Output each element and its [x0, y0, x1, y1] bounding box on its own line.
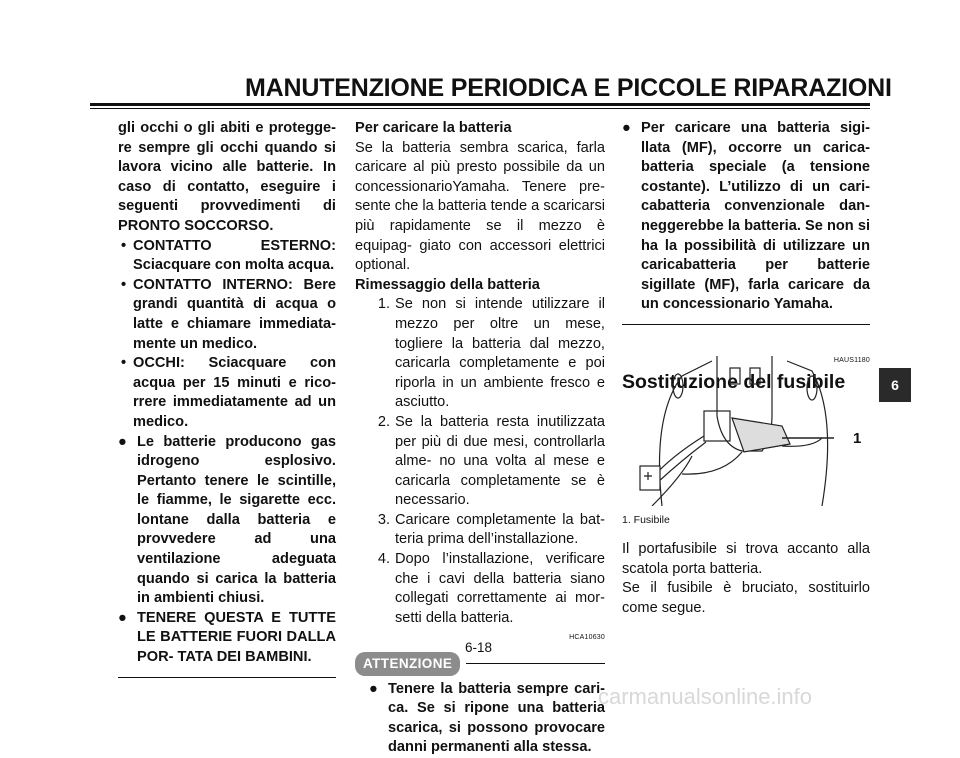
first-aid-item: • OCCHI: Sciacquare con acqua per 15 minuti e rico- rrere immediatamente ad un medico. [118, 354, 336, 432]
fuse-illustration [622, 356, 870, 506]
dot-icon: • [121, 276, 127, 293]
warning-intro: gli occhi o gli abiti e protegge- re sempre gli occhi quando si lavora vicino alle batterie. In caso di contatto, eseguire i seguenti provvedimenti di PRONTO SOCCORSO. [118, 120, 336, 234]
step-item: 2. Se la batteria resta inutilizzata per più di due mesi, controllarla alme- no una volta al mese e caricarla completamente se è necessario. [377, 413, 605, 509]
bullet-icon: ● [118, 433, 127, 450]
callout-label: 1 [853, 430, 862, 447]
section-title: Sostituzione del fusibile [622, 370, 846, 393]
reference-code: HCA10630 [569, 634, 605, 642]
column-3 [622, 119, 870, 392]
dot-icon: • [121, 237, 127, 254]
page-number: 6-18 [465, 640, 493, 655]
page-header-title: MANUTENZIONE PERIODICA E PICCOLE RIPARAZIONI [245, 74, 892, 102]
watermark: carmanualsonline.info [598, 684, 813, 709]
bullet-icon: ● [118, 609, 127, 626]
step-item: 4. Dopo l’installazione, verificare che i cavi della batteria siano collegati correttamente ai mor- setti della batteria. [377, 551, 605, 626]
paragraph-charge: Se la batteria sembra scarica, farla caricare al più presto possibile da un concessionarioYamaha. Tenere pre- sente che la batteria tende a scaricarsi più rapidamente se il mezzo è equipag- giato con accessori elettrici optional. [355, 139, 605, 274]
attention-banner [355, 652, 605, 676]
reference-code: HAUS1180 [833, 356, 870, 364]
header-rule-thin [90, 108, 870, 109]
step-item: 1. Se non si intende utilizzare il mezzo per oltre un mese, togliere la batteria dal mezzo, caricarla completamente e poi riporla in un ambiente fresco e asciutto. [377, 296, 605, 411]
diagram-caption: 1. Fusibile [622, 514, 670, 526]
heading-storage: Rimessaggio della batteria [355, 276, 540, 293]
fuse-text [622, 540, 870, 618]
attention-bullet: ● Tenere la batteria sempre cari- ca. Se si ripone una batteria scarica, si possono provocare danni permanenti alla stessa. [369, 680, 605, 758]
paragraph-fuse-location: Il portafusibile si trova accanto alla scatola porta batteria. [622, 541, 870, 577]
bullet-icon: ● [622, 120, 631, 136]
paragraph-fuse-replace: Se il fusibile è bruciato, sostituirlo come segue. [622, 580, 870, 616]
fuse-diagram [622, 356, 870, 506]
header-rule [90, 103, 870, 106]
dot-icon: • [121, 355, 127, 372]
bullet-end-rule [622, 324, 870, 325]
first-aid-item: • CONTATTO INTERNO: Bere grandi quantità di acqua o latte e chiamare immediata- mente un medico. [118, 276, 336, 354]
warning-bullet: ● TENERE QUESTA E TUTTE LE BATTERIE FUORI DALLA POR- TATA DEI BAMBINI. [118, 609, 336, 668]
heading-charge-battery: Per caricare la batteria [355, 120, 512, 136]
bullet-icon: ● [369, 680, 378, 697]
first-aid-item: • CONTATTO ESTERNO: Sciacquare con molta acqua. [118, 237, 336, 276]
chapter-tab: 6 [879, 368, 911, 402]
attention-rule [466, 663, 605, 664]
warning-bullet: ● Le batterie producono gas idrogeno esplosivo. Pertanto tenere le scintille, le fiamme, le sigarette ecc. lontane dalla batteria e provvedere ad una ventilazione adeguata quando si carica la batteria in ambienti chiusi. [118, 433, 336, 609]
charger-bullet: ● Per caricare una batteria sigi- llata (MF), occorre un carica- batteria speciale (a tensione costante). L’utilizzo di un cari- cabatteria convenzionale dan- neggerebbe la batteria. Se non si ha la possibilità di utilizzare un caricabatteria per batterie sigillate (MF), farla caricare da un concessionario Yamaha. [622, 119, 870, 315]
attention-label: ATTENZIONE [355, 652, 460, 676]
step-item: 3. Caricare completamente la bat- teria prima dell’installazione. [377, 511, 605, 548]
warning-end-rule [118, 677, 336, 678]
column-1 [118, 119, 336, 678]
column-2 [355, 119, 605, 758]
